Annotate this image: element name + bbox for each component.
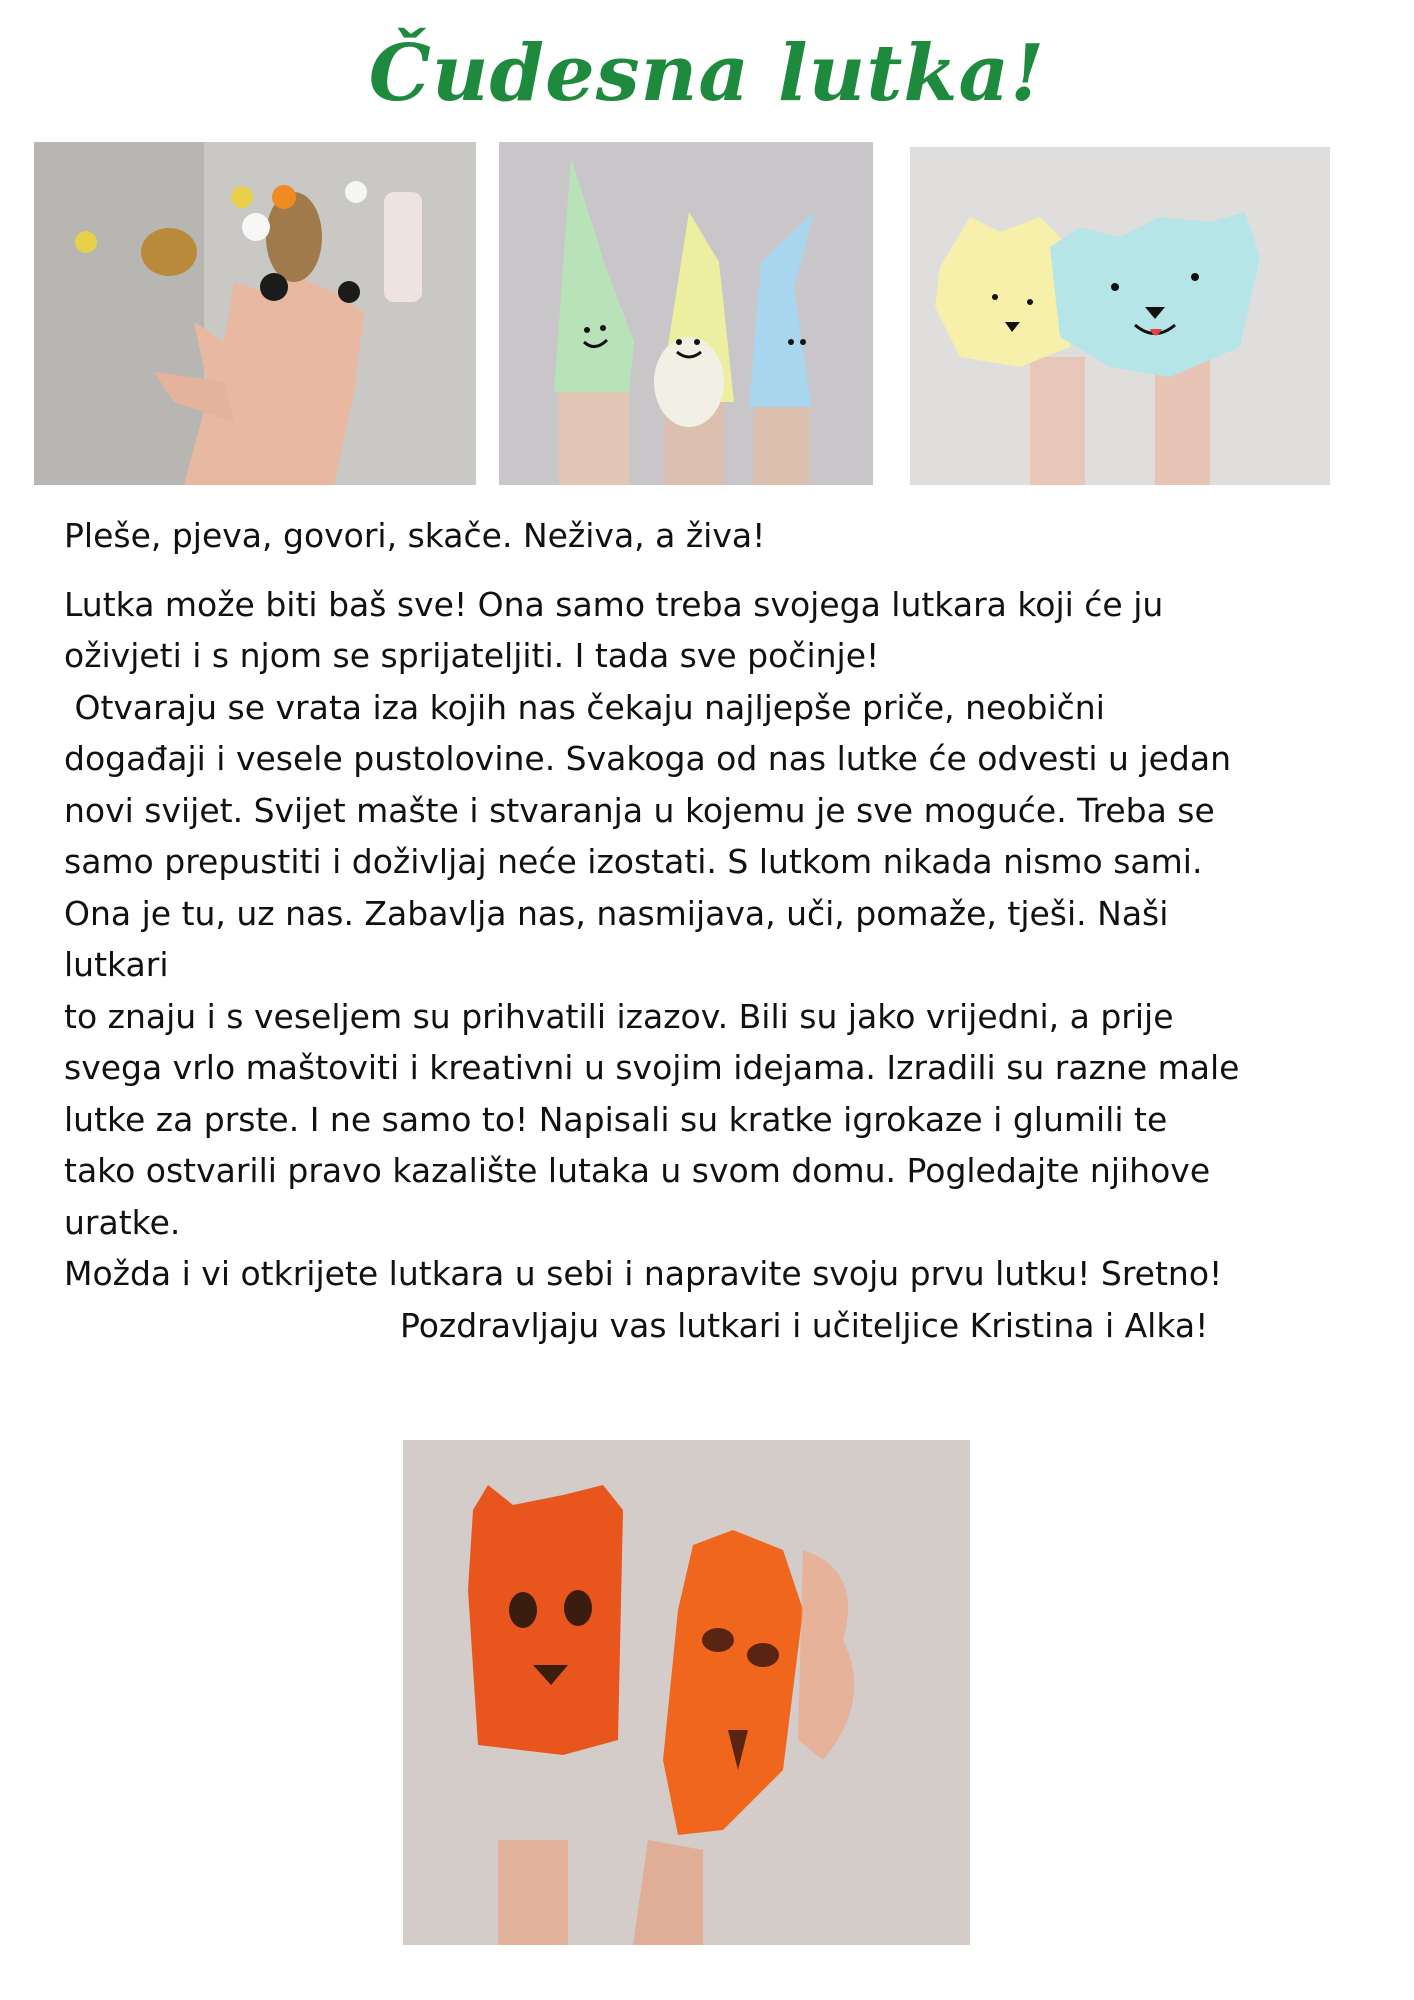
body-line: svega vrlo maštoviti i kreativni u svojim idejama. Izradili su razne male xyxy=(64,1048,1240,1087)
body-line: Lutka može biti baš sve! Ona samo treba svojega lutkara koji će ju xyxy=(64,584,1164,624)
body-line: uratke. xyxy=(64,1202,181,1242)
photo-hand-animal-puppets xyxy=(34,142,476,485)
body-line: oživjeti i s njom se sprijateljiti. I tada sve počinje! xyxy=(64,636,880,675)
photo-felt-tiger-puppets xyxy=(403,1440,970,1945)
body-line: novi svijet. Svijet mašte i stvaranja u kojemu je sve moguće. Treba se xyxy=(64,790,1215,830)
body-line: Ona je tu, uz nas. Zabavlja nas, nasmijava, uči, pomaže, tješi. Naši xyxy=(64,893,1169,933)
article-text xyxy=(64,510,1354,1351)
photo-paper-cone-puppets xyxy=(499,142,873,485)
signature-line: Pozdravljaju vas lutkari i učiteljice Kristina i Alka! xyxy=(400,1305,1209,1345)
intro-line: Pleše, pjeva, govori, skače. Neživa, a živa! xyxy=(64,516,766,555)
body-line: događaji i vesele pustolovine. Svakoga od nas lutke će odvesti u jedan xyxy=(64,739,1232,778)
body-line: to znaju i s veseljem su prihvatili izazov. Bili su jako vrijedni, a prije xyxy=(64,996,1174,1036)
body-line: Otvaraju se vrata iza kojih nas čekaju najljepše priče, neobični xyxy=(64,687,1105,727)
page-title: Čudesna lutka! xyxy=(368,28,1046,119)
body-line: Možda i vi otkrijete lutkara u sebi i napravite svoju prvu lutku! Sretno! xyxy=(64,1254,1223,1293)
photo-origami-bear-puppets xyxy=(910,147,1330,485)
body-line: lutke za prste. I ne samo to! Napisali su kratke igrokaze i glumili te xyxy=(64,1099,1168,1139)
body-line: lutkari xyxy=(64,945,169,984)
body-line: tako ostvarili pravo kazalište lutaka u svom domu. Pogledajte njihove xyxy=(64,1151,1211,1190)
body-line: samo prepustiti i doživljaj neće izostati. S lutkom nikada nismo sami. xyxy=(64,842,1203,881)
